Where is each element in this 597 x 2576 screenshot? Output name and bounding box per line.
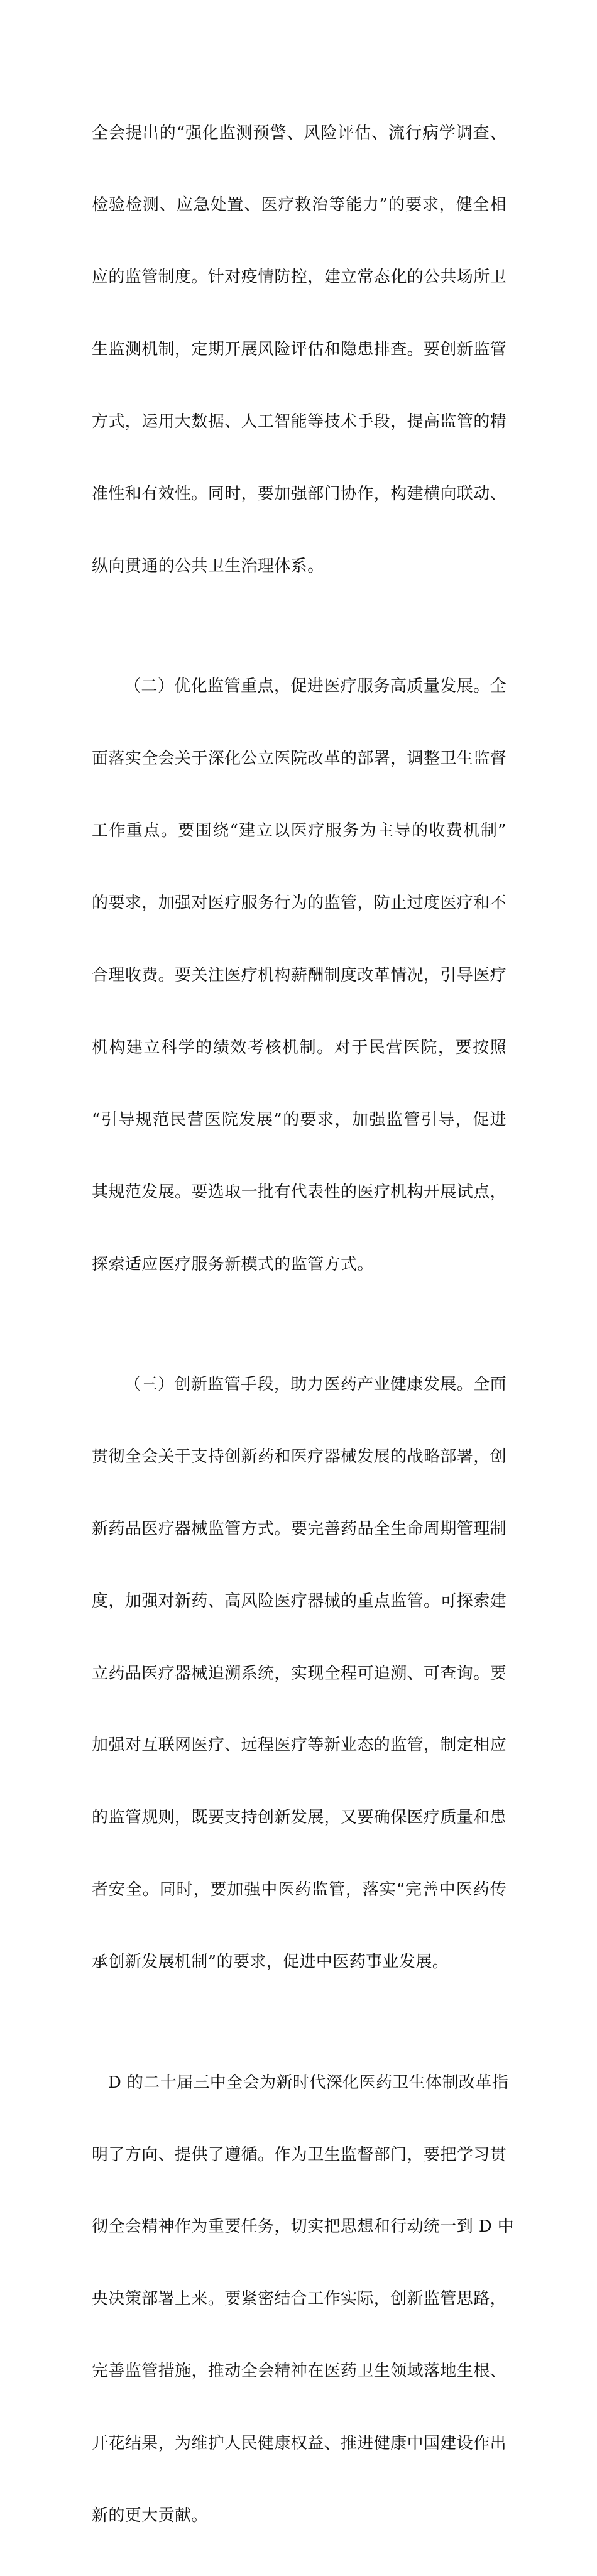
text-line: 检验检测、应急处置、医疗救治等能力”的要求，健全相 [92, 195, 507, 215]
text-line: 开花结果，为维护人民健康权益、推进健康中国建设作出 [92, 2434, 507, 2453]
text-line: 方式，运用大数据、人工智能等技术手段，提高监管的精 [92, 412, 507, 432]
text-line: 的要求，加强对医疗服务行为的监管，防止过度医疗和不 [92, 894, 507, 913]
text-line: 工作重点。要围绕“建立以医疗服务为主导的收费机制” [92, 821, 507, 841]
text-line: 贯彻全会关于支持创新药和医疗器械发展的战略部署，创 [92, 1447, 507, 1466]
text-line: 探索适应医疗服务新模式的监管方式。 [92, 1254, 374, 1274]
text-line: 面落实全会关于深化公立医院改革的部署，调整卫生监督 [92, 749, 507, 769]
text-line: 机构建立科学的绩效考核机制。对于民营医院，要按照 [92, 1038, 507, 1057]
text-line: 加强对互联网医疗、远程医疗等新业态的监管，制定相应 [92, 1736, 507, 1755]
text-line: 生监测机制，定期开展风险评估和隐患排查。要创新监管 [92, 340, 507, 359]
section-heading-line: （二）优化监管重点，促进医疗服务高质量发展。全 [124, 677, 507, 696]
text-line: 承创新发展机制”的要求，促进中医药事业发展。 [92, 1953, 449, 1972]
paragraph-conclusion [92, 2022, 515, 2576]
text-line: 的监管规则，既要支持创新发展，又要确保医疗质量和患 [92, 1808, 507, 1828]
paragraph-public-health-system [92, 73, 507, 627]
text-line: 立药品医疗器械追溯系统，实现全程可追溯、可查询。要 [92, 1663, 507, 1683]
text-line: 其规范发展。要选取一批有代表性的医疗机构开展试点， [92, 1182, 507, 1202]
text-line: 彻全会精神作为重要任务，切实把思想和行动统一到 D 中 [92, 2217, 515, 2237]
text-line: 者安全。同时，要加强中医药监管，落实“完善中医药传 [92, 1880, 507, 1900]
text-line: 央决策部署上来。要紧密结合工作实际，创新监管思路， [92, 2289, 507, 2309]
text-line: 完善监管措施，推动全会精神在医药卫生领域落地生根、 [92, 2362, 507, 2381]
text-line: D 的二十届三中全会为新时代深化医药卫生体制改革指 [108, 2073, 509, 2092]
text-line: 应的监管制度。针对疫情防控，建立常态化的公共场所卫 [92, 268, 507, 287]
text-line: 新的更大贡献。 [92, 2506, 208, 2525]
section-heading-line: （三）创新监管手段，助力医药产业健康发展。全面 [124, 1375, 507, 1395]
document-body [92, 73, 515, 2576]
paragraph-section-three [92, 1324, 507, 2022]
text-line: 合理收费。要关注医疗机构薪酬制度改革情况，引导医疗 [92, 965, 507, 985]
text-line: 新药品医疗器械监管方式。要完善药品全生命周期管理制 [92, 1519, 507, 1538]
text-line: 纵向贯通的公共卫生治理体系。 [92, 556, 324, 576]
text-line: 全会提出的“强化监测预警、风险评估、流行病学调查、 [92, 123, 507, 143]
text-line: 度，加强对新药、高风险医疗器械的重点监管。可探索建 [92, 1591, 507, 1611]
text-line: “引导规范民营医院发展”的要求，加强监管引导，促进 [92, 1110, 507, 1129]
text-line: 明了方向、提供了遵循。作为卫生监督部门，要把学习贯 [92, 2145, 507, 2164]
paragraph-section-two [92, 627, 507, 1325]
text-line: 准性和有效性。同时，要加强部门协作，构建横向联动、 [92, 485, 507, 504]
